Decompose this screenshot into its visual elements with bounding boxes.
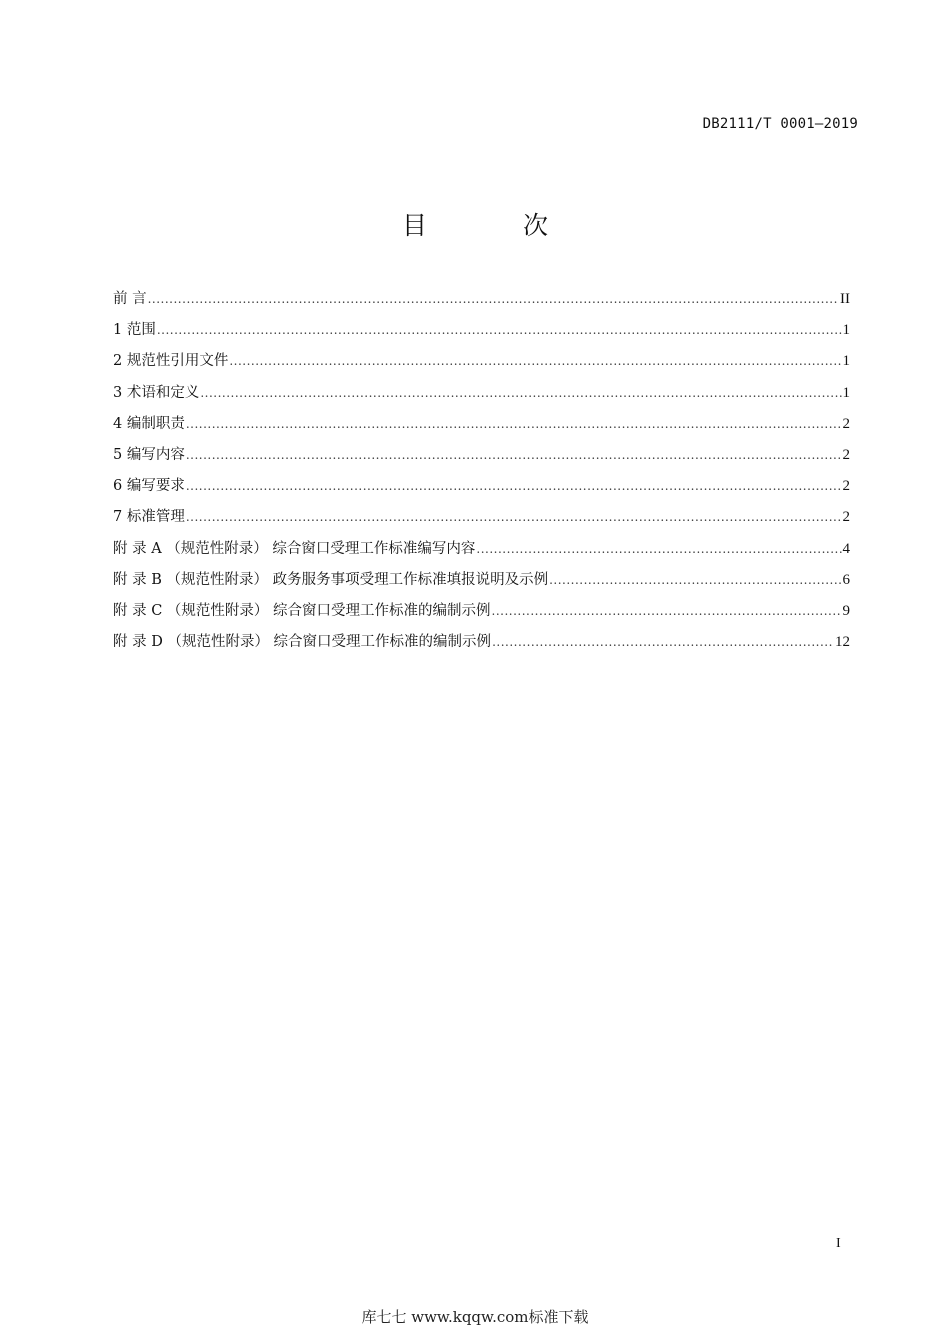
toc-entry-page: 2: [842, 446, 850, 463]
toc-entry-page: 4: [842, 540, 850, 557]
toc-entry-requirements[interactable]: [113, 474, 850, 505]
toc-entry-page: 1: [842, 353, 850, 370]
toc-leader-dots: [492, 604, 842, 618]
toc-leader-dots: [186, 448, 842, 462]
toc-leader-dots: [186, 479, 842, 493]
toc-entry-appendix-c[interactable]: [113, 599, 850, 630]
toc-entry-appendix-b[interactable]: [113, 568, 850, 599]
page-title: 目 次: [402, 211, 592, 240]
toc-entry-page: 6: [842, 571, 850, 588]
toc-entry-label: 6 编写要求: [113, 478, 185, 495]
toc-entry-management[interactable]: [113, 505, 850, 536]
toc-entry-page: 2: [842, 509, 850, 526]
toc-entry-label: 7 标准管理: [113, 509, 185, 526]
toc-entry-label: 1 范围: [113, 322, 156, 339]
toc-entry-page: 2: [842, 478, 850, 495]
toc-entry-foreword[interactable]: [113, 287, 850, 318]
toc-entry-page: 12: [835, 634, 850, 651]
toc-entry-label: 3 术语和定义: [113, 384, 200, 401]
toc-entry-normative-references[interactable]: [113, 349, 850, 380]
toc-entry-appendix-a[interactable]: [113, 537, 850, 568]
toc-entry-content[interactable]: [113, 443, 850, 474]
toc-leader-dots: [186, 417, 842, 431]
document-code: DB2111/T 0001—2019: [702, 116, 858, 132]
toc-entry-label: 附 录 A （规范性附录） 综合窗口受理工作标准编写内容: [113, 540, 476, 557]
toc-entry-responsibilities[interactable]: [113, 412, 850, 443]
site-watermark: 库七七 www.kqqw.com标准下载: [361, 1308, 589, 1326]
toc-entry-label: 附 录 B （规范性附录） 政务服务事项受理工作标准填报说明及示例: [113, 571, 549, 588]
toc-leader-dots: [186, 510, 842, 524]
toc-entry-label: 5 编写内容: [113, 446, 185, 463]
toc-entry-terms[interactable]: [113, 381, 850, 412]
toc-entry-scope[interactable]: [113, 318, 850, 349]
toc-entry-label: 前 言: [113, 291, 147, 307]
toc-entry-page: 9: [842, 602, 850, 619]
table-of-contents: [113, 287, 850, 661]
toc-leader-dots: [549, 573, 841, 587]
toc-leader-dots: [229, 354, 841, 368]
toc-entry-page: 1: [842, 322, 850, 339]
toc-leader-dots: [148, 292, 839, 306]
toc-entry-label: 2 规范性引用文件: [113, 353, 229, 370]
toc-entry-page: II: [840, 291, 850, 307]
toc-entry-page: 1: [842, 384, 850, 401]
toc-leader-dots: [157, 323, 842, 337]
toc-entry-label: 附 录 D （规范性附录） 综合窗口受理工作标准的编制示例: [113, 634, 492, 651]
page-number: I: [836, 1236, 841, 1251]
toc-entry-page: 2: [842, 415, 850, 432]
toc-entry-label: 4 编制职责: [113, 415, 185, 432]
toc-entry-label: 附 录 C （规范性附录） 综合窗口受理工作标准的编制示例: [113, 602, 491, 619]
toc-leader-dots: [476, 542, 841, 556]
toc-entry-appendix-d[interactable]: [113, 630, 850, 661]
toc-leader-dots: [200, 386, 841, 400]
toc-leader-dots: [492, 635, 834, 649]
